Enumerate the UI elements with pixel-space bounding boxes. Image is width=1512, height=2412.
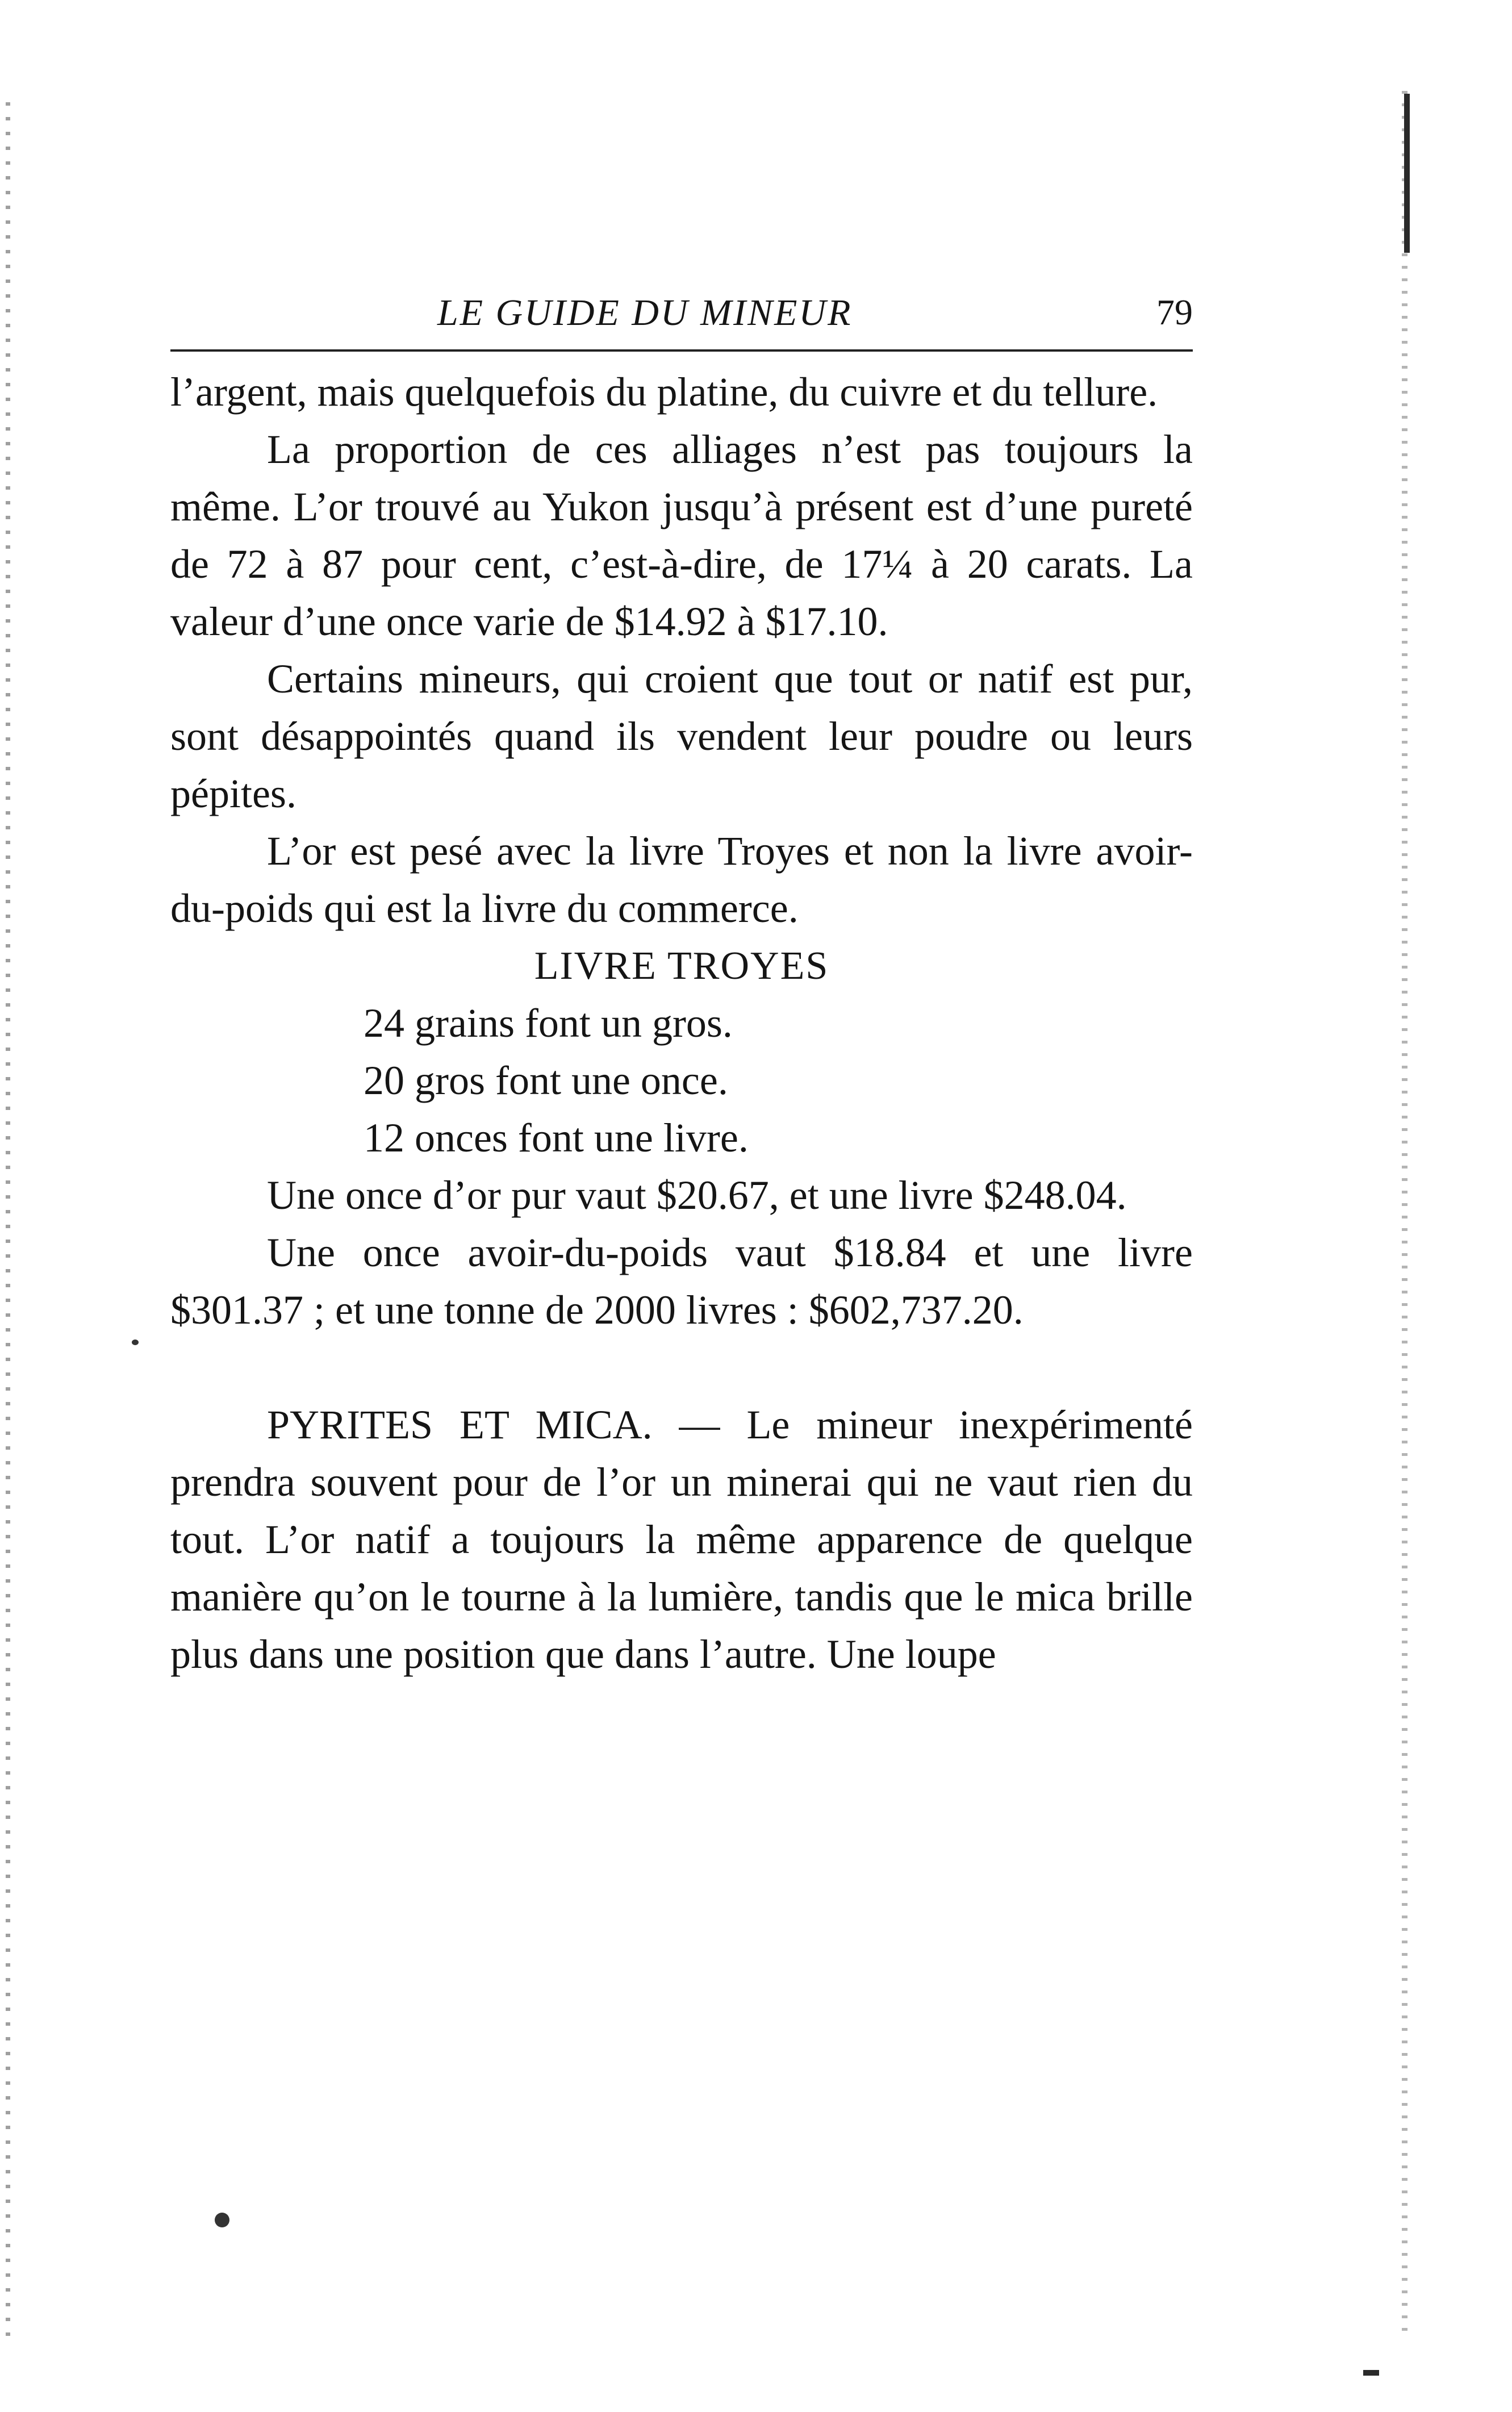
- paragraph: Certains mineurs, qui croient que tout or natif est pur, sont désappointés quand ils vendent leur poudre ou leurs pépites.: [170, 656, 1193, 816]
- paragraph: l’argent, mais quelquefois du platine, du cuivre et du tellure.: [170, 369, 1158, 415]
- binding-mark: [1404, 94, 1410, 253]
- section-spacer: [170, 1339, 1193, 1396]
- running-title: LE GUIDE DU MINEUR: [437, 292, 853, 333]
- table-row: 24 grains font un gros.: [364, 1000, 733, 1046]
- left-scan-edge: [6, 102, 10, 2346]
- ink-speck: [132, 1339, 139, 1345]
- page-number: 79: [1156, 292, 1193, 332]
- right-scan-edge: [1402, 91, 1407, 2335]
- troy-weight-table: [170, 995, 1193, 1167]
- paragraph: PYRITES ET MICA. — Le mineur inexpérimenté prendra souvent pour de l’or un minerai qui ne vaut rien du tout. L’or natif a toujours la même apparence de quelque manière qu’on le tourne à la lumière, tandis que le mica brille plus dans une position que dans l’autre. Une loupe: [170, 1402, 1193, 1677]
- paragraph: Une once avoir-du-poids vaut $18.84 et une livre $301.37 ; et une tonne de 2000 livres : $602,737.20.: [170, 1230, 1193, 1333]
- page-header: [170, 287, 1193, 352]
- table-row: 20 gros font une once.: [364, 1058, 728, 1103]
- paragraph: La proportion de ces alliages n’est pas toujours la même. L’or trouvé au Yukon jusqu’à présent est d’une pureté de 72 à 87 pour cent, c’est-à-dire, de 17¼ à 20 carats. La valeur d’une once varie de $14.92 à $17.10.: [170, 427, 1193, 644]
- body-text: [170, 364, 1193, 1683]
- paragraph: L’or est pesé avec la livre Troyes et non la livre avoir-du-poids qui est la livre du commerce.: [170, 828, 1193, 931]
- table-row: 12 onces font une livre.: [364, 1115, 749, 1161]
- corner-mark: [1363, 2370, 1379, 2376]
- table-title: LIVRE TROYES: [534, 944, 829, 988]
- ink-speck: [215, 2213, 229, 2227]
- paragraph: Une once d’or pur vaut $20.67, et une livre $248.04.: [267, 1172, 1127, 1218]
